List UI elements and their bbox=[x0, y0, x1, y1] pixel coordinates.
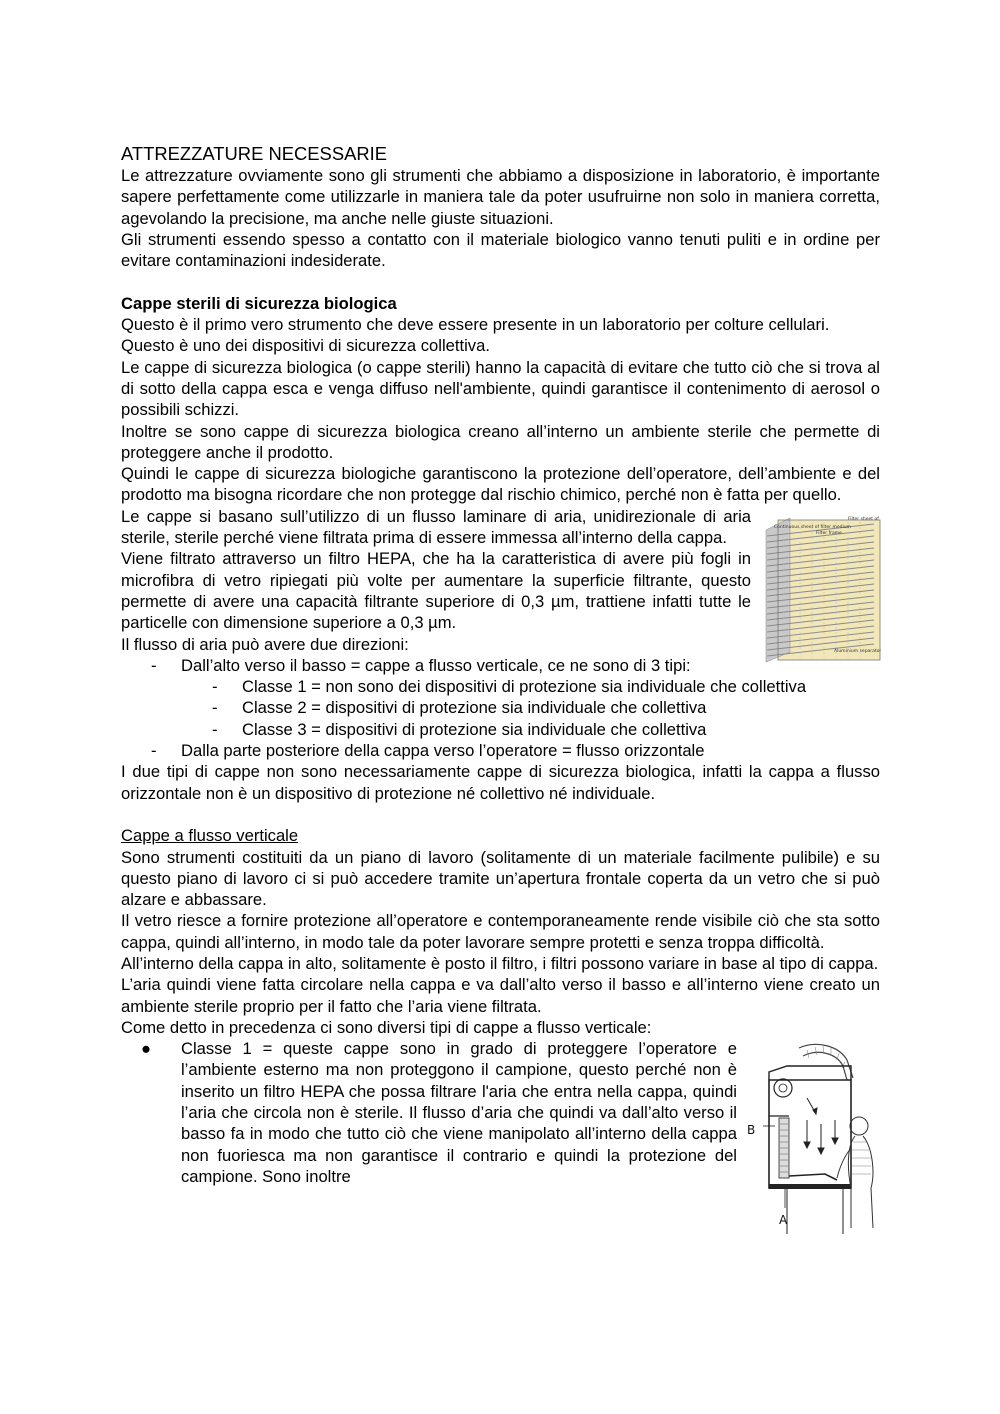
list-item-text: Dalla parte posteriore della cappa verso l’operatore = flusso orizzontale bbox=[181, 741, 705, 761]
list-item bbox=[121, 676, 880, 697]
section-heading-cappe-sterili: Cappe sterili di sicurezza biologica bbox=[121, 293, 397, 313]
list-item-text: Dall’alto verso il basso = cappe a flusso verticale, ce ne sono di 3 tipi: bbox=[181, 655, 691, 675]
hepa-filter-image bbox=[764, 512, 881, 664]
list-item-text: Classe 1 = queste cappe sono in grado di proteggere l’operatore e l’ambiente esterno ma non proteggono il campione, questo perché non è inserito un filtro HEPA che possa filtrare l'aria che entra nella cappa, quindi l’aria che circola non è sterile. Il flusso d’aria che quindi va dall’alto verso il basso fa in modo che tutto ciò che viene manipolato all’interno della cappa non fuoriesca ma non garantisce il contrario e quindi la protezione del campione. Sono inoltre bbox=[181, 1039, 737, 1186]
list-item-text: Classe 1 = non sono dei dispositivi di protezione sia individuale che collettiva bbox=[242, 677, 807, 697]
biosafety-cabinet-image bbox=[747, 1038, 883, 1234]
filter-label: Continuous sheet of filter medium bbox=[774, 524, 851, 530]
intro-paragraph: Gli strumenti essendo spesso a contatto con il materiale biologico vanno tenuti puliti e in ordine per evitare contaminazioni indesiderate. bbox=[121, 229, 880, 271]
filter-label: Aluminium separator bbox=[834, 648, 881, 654]
list-item-text: Classe 3 = dispositivi di protezione sia individuale che collettiva bbox=[242, 719, 707, 739]
wrapped-text bbox=[121, 506, 751, 655]
document-title: ATTREZZATURE NECESSARIE bbox=[121, 143, 388, 164]
blank-line bbox=[121, 271, 880, 292]
document-page bbox=[121, 143, 881, 1228]
body-paragraph: All’interno della cappa in alto, solitamente è posto il filtro, i filtri possono variare in base al tipo di cappa. bbox=[121, 953, 879, 973]
flow-direction-list bbox=[121, 655, 880, 761]
body-paragraph: Le cappe di sicurezza biologica (o cappe sterili) hanno la capacità di evitare che tutto ciò che si trova al di sotto della cappa esca e venga diffuso nell'ambiente, quindi garantisce il contenimento di aerosol o possibili schizzi. bbox=[121, 357, 880, 420]
list-item bbox=[121, 719, 880, 740]
list-item bbox=[121, 655, 880, 676]
dash-marker: - bbox=[212, 698, 218, 718]
dash-marker: - bbox=[212, 677, 218, 697]
class-bullet-block bbox=[121, 1038, 880, 1228]
body-paragraph: Quindi le cappe di sicurezza biologiche garantiscono la protezione dell’operatore, dell’ambiente e del prodotto ma bisogna ricordare che non protegge dal rischio chimico, perché non è fatta per quello. bbox=[121, 464, 880, 505]
list-item bbox=[121, 697, 880, 718]
dash-marker: - bbox=[212, 719, 218, 739]
dash-marker: - bbox=[151, 741, 157, 761]
body-paragraph: Questo è il primo vero strumento che deve essere presente in un laboratorio per colture cellulari. bbox=[121, 315, 830, 335]
body-paragraph: Viene filtrato attraverso un filtro HEPA, che ha la caratteristica di avere più fogli in microfibra di vetro ripiegati più volte per aumentare la superficie filtrante, questo permette di avere una capacità filtrante superiore di 0,3 µm, trattiene infatti tutte le particelle con dimensione superiore a 0,3 µm. bbox=[121, 549, 751, 633]
intro-paragraph: Le attrezzature ovviamente sono gli strumenti che abbiamo a disposizione in laboratorio, è importante sapere perfettamente come utilizzarle in maniera tale da poter usufruirne non solo in maniera corretta, agevolando la precisione, ma anche nelle giuste situazioni. bbox=[121, 166, 880, 228]
list-item-text: Classe 2 = dispositivi di protezione sia individuale che collettiva bbox=[242, 698, 707, 718]
body-paragraph: Il vetro riesce a fornire protezione all’operatore e contemporaneamente rende visibile ciò che sta sotto cappa, quindi all’interno, in modo tale da poter lavorare sempre protetti e senza troppa difficoltà. bbox=[121, 911, 880, 952]
hepa-wrapped-block bbox=[121, 506, 880, 655]
body-paragraph: Sono strumenti costituiti da un piano di lavoro (solitamente di un materiale facilmente pulibile) e su questo piano di lavoro ci si può accedere tramite un’apertura frontale coperta da un vetro che si può alzare e abbassare. bbox=[121, 847, 880, 910]
filter-label: Filter sheet of bbox=[848, 516, 879, 522]
cabinet-label-b: B bbox=[747, 1123, 756, 1138]
list-item bbox=[121, 1038, 737, 1187]
body-paragraph: Questo è uno dei dispositivi di sicurezza collettiva. bbox=[121, 336, 490, 356]
body-paragraph: I due tipi di cappe non sono necessariamente cappe di sicurezza biologica, infatti la cappa a flusso orizzontale non è un dispositivo di protezione né collettivo né individuale. bbox=[121, 762, 880, 803]
body-paragraph: L’aria quindi viene fatta circolare nella cappa e va dall’alto verso il basso e all’interno viene creato un ambiente sterile proprio per il fatto che l’aria viene filtrata. bbox=[121, 975, 880, 1016]
filter-label: Filter frame bbox=[816, 530, 842, 536]
dash-marker: - bbox=[151, 655, 157, 675]
body-paragraph: Il flusso di aria può avere due direzioni: bbox=[121, 634, 409, 654]
blank-line bbox=[121, 804, 880, 825]
body-paragraph: Come detto in precedenza ci sono diversi tipi di cappe a flusso verticale: bbox=[121, 1017, 652, 1037]
body-paragraph: Inoltre se sono cappe di sicurezza biologica creano all’interno un ambiente sterile che permette di proteggere anche il prodotto. bbox=[121, 421, 880, 462]
section-heading-flusso-verticale: Cappe a flusso verticale bbox=[121, 826, 299, 846]
list-item bbox=[121, 740, 880, 761]
body-paragraph: Le cappe si basano sull’utilizzo di un flusso laminare di aria, unidirezionale di aria sterile, sterile perché viene filtrata prima di essere immessa all’interno della cappa. bbox=[121, 506, 751, 548]
cabinet-label-a: A bbox=[779, 1213, 788, 1228]
bullet-marker: ● bbox=[141, 1039, 152, 1059]
